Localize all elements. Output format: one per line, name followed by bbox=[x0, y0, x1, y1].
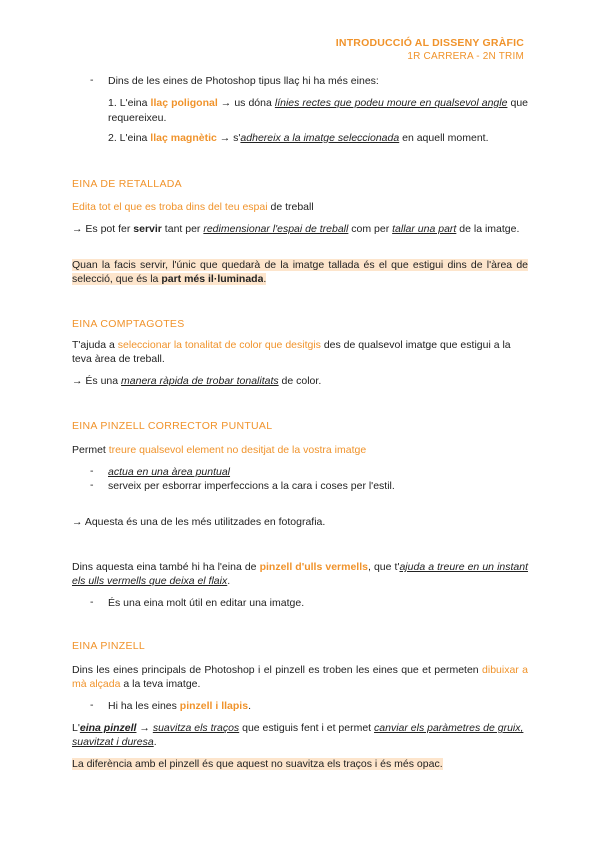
brush-link-params: canviar els paràmetres de gruix, suavitzat i duresa bbox=[72, 722, 524, 748]
lasso-intro: Dins de les eines de Photoshop tipus llaç hi ha més eines: bbox=[108, 75, 379, 87]
healing-paragraph-3: Dins aquesta eina també hi ha l'eina de pinzell d'ulls vermells, que t'ajuda a treure en un instant els ulls vermells que deixa el flaix. bbox=[72, 561, 529, 587]
crop-link-cut: tallar una part bbox=[392, 223, 457, 235]
healing-bullet-2: serveix per esborrar imperfeccions a la cara i coses per l'estil. bbox=[108, 480, 395, 492]
dropper-link: manera ràpida de trobar tonalitats bbox=[121, 375, 279, 387]
healing-bullet-3: És una eina molt útil en editar una imatge. bbox=[108, 597, 305, 609]
section-title-crop: EINA DE RETALLADA bbox=[72, 178, 182, 190]
red-eye-link: ajuda a treure en un instant els ulls vermells que deixa el flaix bbox=[72, 561, 529, 587]
brush-paragraph-3: La diferència amb el pinzell és que aquest no suavitza els traços i és més opac. bbox=[72, 758, 443, 770]
bullet-dash: - bbox=[90, 596, 94, 608]
crop-paragraph-3: Quan la facis servir, l'únic que quedarà de la imatge tallada és el que estigui dins de l'àrea de selecció, que és la part més il·luminada. bbox=[72, 259, 528, 285]
section-title-dropper: EINA COMPTAGOTES bbox=[72, 318, 185, 330]
bullet-dash: - bbox=[90, 699, 94, 711]
course-term: 1R CARRERA - 2N TRIM bbox=[407, 51, 524, 62]
bullet-dash: - bbox=[90, 74, 94, 86]
polygonal-lasso-link: línies rectes que podeu moure en qualsevol angle bbox=[274, 97, 508, 109]
dropper-paragraph-1: T'ajuda a seleccionar la tonalitat de color que desitgis des de qualsevol imatge que estigui a la teva àrea de treball. bbox=[72, 339, 511, 365]
crop-paragraph-1: Edita tot el que es troba dins del teu espai de treball bbox=[72, 201, 314, 213]
brush-paragraph-1: Dins les eines principals de Photoshop i el pinzell es troben les eines que et permeten dibuixar a mà alçada a la teva imatge. bbox=[72, 664, 528, 690]
crop-link-resize: redimensionar l'espai de treball bbox=[203, 223, 349, 235]
polygonal-lasso-term: llaç poligonal bbox=[150, 97, 218, 109]
healing-bullet-1: actua en una àrea puntual bbox=[108, 466, 231, 478]
bullet-dash: - bbox=[90, 479, 94, 491]
magnetic-lasso-link: adhereix a la imatge seleccionada bbox=[240, 132, 400, 144]
healing-paragraph-2: → Aquesta és una de les més utilitzades en fotografia. bbox=[72, 516, 326, 528]
section-title-healing: EINA PINZELL CORRECTOR PUNTUAL bbox=[72, 420, 273, 432]
brush-pencil-term: pinzell i llapis bbox=[179, 700, 249, 712]
crop-paragraph-2: → Es pot fer servir tant per redimensionar l'espai de treball com per tallar una part de la imatge. bbox=[72, 223, 520, 235]
brush-link-smooth: suavitza els traços bbox=[152, 722, 240, 734]
bullet-dash: - bbox=[90, 465, 94, 477]
red-eye-term: pinzell d'ulls vermells bbox=[259, 561, 368, 573]
brush-tool-term: eina pinzell bbox=[79, 722, 137, 734]
lasso-item-polygonal: 1. L'eina llaç poligonal → us dóna línies rectes que podeu moure en qualsevol angle que requereixeu. bbox=[108, 97, 528, 124]
brush-paragraph-2: L'eina pinzell → suavitza els traços que estiguis fent i et permet canviar els paràmetres de gruix, suavitzat i duresa. bbox=[72, 722, 524, 748]
course-title: INTRODUCCIÓ AL DISSENY GRÀFIC bbox=[335, 37, 524, 49]
lasso-item-magnetic: 2. L'eina llaç magnètic → s'adhereix a la imatge seleccionada en aquell moment. bbox=[108, 132, 489, 144]
healing-paragraph-1: Permet treure qualsevol element no desitjat de la vostra imatge bbox=[72, 444, 367, 456]
section-title-brush: EINA PINZELL bbox=[72, 640, 146, 652]
magnetic-lasso-term: llaç magnètic bbox=[150, 132, 217, 144]
dropper-paragraph-2: → És una manera ràpida de trobar tonalitats de color. bbox=[72, 375, 322, 387]
brush-bullet-1: Hi ha les eines pinzell i llapis. bbox=[108, 700, 251, 712]
